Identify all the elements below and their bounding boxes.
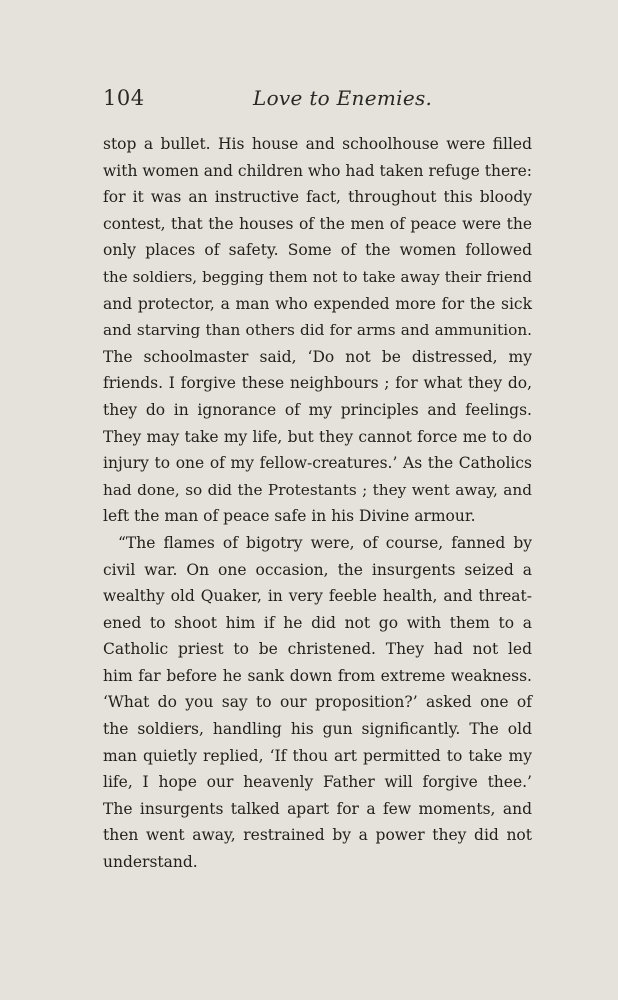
text-line: friends. I forgive these neighbours ; for what they do, [103, 374, 532, 393]
text-line: ened to shoot him if he did not go with them to a [103, 613, 532, 632]
text-line: man quietly replied, ‘If thou art permitted to take my [103, 746, 532, 765]
text-line: “The flames of bigotry were, of course, fanned by [118, 533, 532, 552]
text-line: injury to one of my fellow-creatures.’ As the Catholics [103, 454, 532, 473]
text-line: they do in ignorance of my principles and feelings. [103, 400, 532, 419]
body-text [103, 131, 532, 876]
text-line: with women and children who had taken refuge there: [103, 161, 532, 180]
text-line: left the man of peace safe in his Divine armour. [103, 507, 476, 526]
text-line: had done, so did the Protestants ; they went away, and [103, 480, 532, 499]
text-line: Catholic priest to be christened. They had not led [103, 640, 532, 659]
text-line: and starving than others did for arms and ammunition. [103, 321, 532, 340]
text-line: for it was an instructive fact, throughout this bloody [103, 188, 532, 207]
text-line: ‘What do you say to our proposition?’ asked one of [103, 693, 532, 712]
text-line: wealthy old Quaker, in very feeble health, and threat- [103, 587, 532, 606]
page-number: 104 [103, 86, 145, 110]
text-line: The schoolmaster said, ‘Do not be distressed, my [103, 347, 532, 366]
running-title: Love to Enemies. [253, 86, 433, 110]
text-line: life, I hope our heavenly Father will forgive thee.’ [103, 773, 532, 792]
text-line: the soldiers, handling his gun significantly. The old [103, 720, 532, 739]
text-line: only places of safety. Some of the women followed [103, 241, 532, 260]
text-line: him far before he sank down from extreme weakness. [103, 666, 532, 685]
text-line: They may take my life, but they cannot force me to do [103, 427, 532, 446]
text-line: the soldiers, begging them not to take away their friend [103, 267, 532, 286]
text-line: contest, that the houses of the men of peace were the [103, 214, 532, 233]
text-line: and protector, a man who expended more for the sick [103, 294, 532, 313]
text-line: The insurgents talked apart for a few moments, and [103, 799, 532, 818]
text-line: then went away, restrained by a power they did not [103, 826, 532, 845]
text-line: understand. [103, 853, 198, 872]
text-line: civil war. On one occasion, the insurgents seized a [103, 560, 532, 579]
text-line: stop a bullet. His house and schoolhouse were filled [103, 135, 532, 153]
page-header [103, 86, 533, 120]
